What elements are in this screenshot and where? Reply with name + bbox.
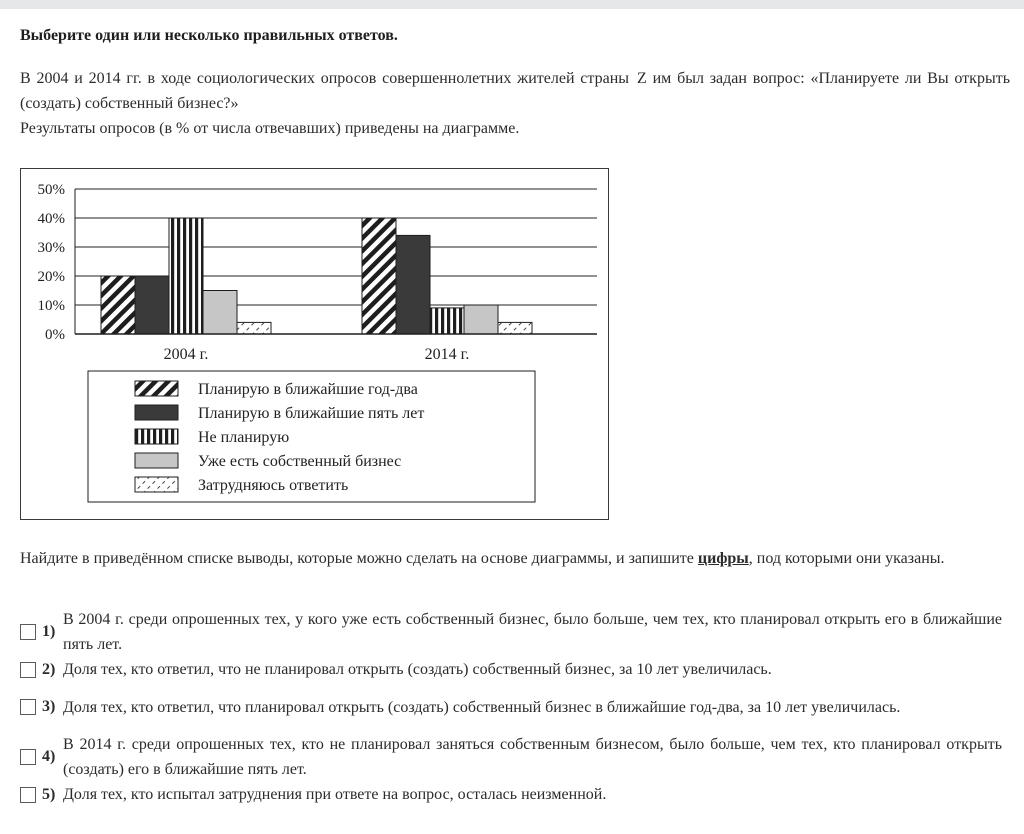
instruction: Выберите один или несколько правильных ответов. <box>20 27 398 44</box>
option-3-checkbox[interactable] <box>20 699 36 715</box>
legend-swatch <box>135 453 178 468</box>
option-2[interactable] <box>20 657 1002 682</box>
legend-label: Планирую в ближайшие пять лет <box>198 405 425 422</box>
bar <box>169 218 203 334</box>
stem-line-a: В 2004 и 2014 гг. в ходе социологических опросов совершеннолетних жителей страны <box>20 70 630 87</box>
y-tick-label: 40% <box>37 211 65 227</box>
option-2-checkbox[interactable] <box>20 662 36 678</box>
option-3-text: Доля тех, кто ответил, что планировал открыть (создать) собственный бизнес в ближайшие год-два, за 10 лет увеличилась. <box>63 698 901 716</box>
y-tick-label: 50% <box>37 182 65 198</box>
chart <box>20 168 609 520</box>
option-2-text: Доля тех, кто ответил, что не планировал открыть (создать) собственный бизнес, за 10 лет увеличилась. <box>63 661 772 678</box>
question-stem <box>20 66 1010 141</box>
y-tick-label: 10% <box>37 298 65 314</box>
task-before: Найдите в приведённом списке выводы, которые можно сделать на основе диаграммы, и запишите <box>20 550 694 567</box>
option-5-number: 5) <box>42 785 56 803</box>
legend-swatch <box>135 429 178 444</box>
bar <box>362 218 396 334</box>
y-tick-label: 20% <box>37 269 65 285</box>
bar <box>396 235 430 334</box>
y-tick-label: 30% <box>37 240 65 256</box>
option-4-checkbox[interactable] <box>20 749 36 765</box>
task-text <box>20 546 1002 571</box>
option-1-text: В 2004 г. среди опрошенных тех, у кого уже есть собственный бизнес, было больше, чем тех, кто планировал открыть его в ближайшие пять лет. <box>63 611 1002 653</box>
option-1-number: 1) <box>42 623 56 640</box>
task-after: , под которыми они указаны. <box>748 550 945 567</box>
bar <box>464 305 498 334</box>
y-tick-label: 0% <box>45 327 65 343</box>
option-4-text: В 2014 г. среди опрошенных тех, кто не планировал заняться собственным бизнесом, было больше, чем тех, кто планировал открыть (создать) его в ближайшие пять лет. <box>63 736 1002 778</box>
option-5[interactable] <box>20 782 1002 807</box>
task-bold: цифры <box>697 550 749 567</box>
legend-label: Затрудняюсь ответить <box>198 477 349 494</box>
option-3-number: 3) <box>42 698 56 715</box>
bar <box>101 276 135 334</box>
legend-swatch <box>135 381 178 396</box>
bar <box>430 308 464 334</box>
x-category-label: 2004 г. <box>163 346 209 363</box>
x-category-label: 2014 г. <box>424 346 470 363</box>
bar <box>498 322 532 334</box>
stem-line-c: Результаты опросов (в % от числа отвечавших) приведены на диаграмме. <box>20 120 520 137</box>
option-4[interactable] <box>20 732 1002 782</box>
option-5-checkbox[interactable] <box>20 787 36 803</box>
option-2-number: 2) <box>42 660 56 678</box>
option-3[interactable] <box>20 682 1002 732</box>
legend-swatch <box>135 405 178 420</box>
stem-line-b: Z им был задан вопрос: «Планируете ли Вы открыть (создать) собственный бизнес?» <box>20 70 1010 112</box>
option-1-checkbox[interactable] <box>20 624 36 640</box>
option-4-number: 4) <box>42 748 56 765</box>
legend-label: Планирую в ближайшие год-два <box>198 381 418 398</box>
bar <box>135 276 169 334</box>
top-bar <box>0 0 1024 9</box>
option-5-text: Доля тех, кто испытал затруднения при ответе на вопрос, осталась неизменной. <box>63 786 607 803</box>
chart-svg <box>21 169 610 521</box>
legend-swatch <box>135 477 178 492</box>
bar <box>237 322 271 334</box>
legend-label: Уже есть собственный бизнес <box>198 453 402 470</box>
option-1[interactable] <box>20 607 1002 657</box>
bar <box>203 291 237 335</box>
legend-label: Не планирую <box>198 429 290 446</box>
